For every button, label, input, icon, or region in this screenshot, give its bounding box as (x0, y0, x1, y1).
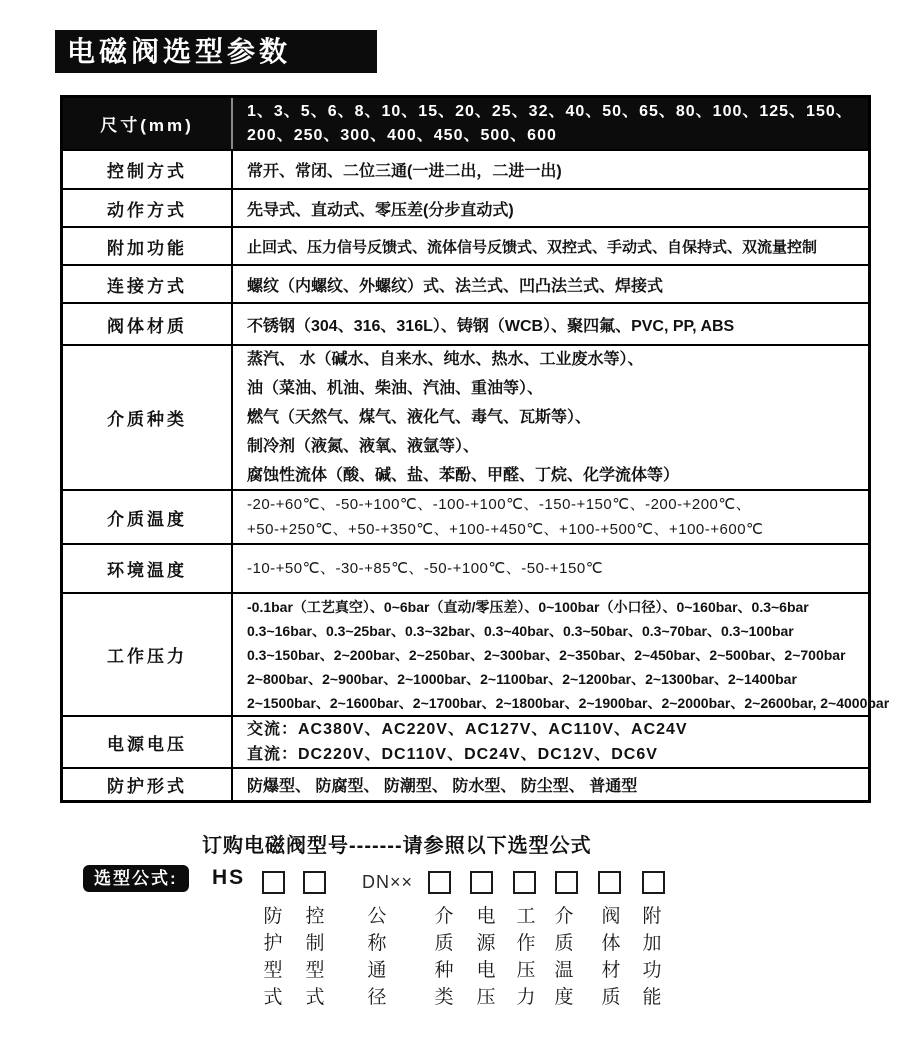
code-box-media-type (428, 871, 451, 894)
row-value (233, 304, 868, 344)
value-line: 蒸汽、 水（碱水、自来水、纯水、热水、工业废水等）、 (247, 351, 644, 368)
row-value (233, 228, 868, 264)
row-label: 连接方式 (63, 266, 233, 302)
value-line: -20-+60℃、-50-+100℃、-100-+100℃、-150-+150℃、-200-+200℃、 (247, 496, 752, 513)
code-label-working-pressure: 工作压力 (516, 906, 536, 1008)
row-label: 工作压力 (63, 594, 233, 715)
row-label: 电源电压 (63, 717, 233, 767)
row-label: 环境温度 (63, 545, 233, 592)
value-line: 常开、常闭、二位三通(一进二出，二进一出) (247, 163, 562, 180)
dn-size-code: DN×× (362, 872, 414, 892)
spec-table (60, 95, 890, 803)
row-actuation-type (63, 188, 868, 226)
row-value (233, 545, 868, 592)
row-value (233, 266, 868, 302)
value-line: 先导式、直动式、零压差(分步直动式) (247, 201, 514, 219)
value-line: 0.3~150bar、2~200bar、2~250bar、2~300bar、2~350bar、2~450bar、2~500bar、2~700bar (247, 646, 846, 663)
value-line: 交流：AC380V、AC220V、AC127V、AC110V、AC24V (247, 721, 688, 738)
code-box-supply-voltage (470, 871, 493, 894)
value-line: 腐蚀性流体（酸、碱、盐、苯酚、甲醛、丁烷、化学流体等） (247, 467, 680, 484)
page-title: 电磁阀选型参数 (55, 30, 377, 73)
code-label-media-temperature: 介质温度 (554, 906, 574, 1008)
row-additional-functions (63, 226, 868, 264)
value-line: +50-+250℃、+50-+350℃、+100-+450℃、+100-+500℃、+100-+600℃ (247, 521, 764, 538)
value-line: 制冷剂（液氮、液氧、液氩等）、 (247, 438, 480, 455)
code-box-control-type (303, 871, 326, 894)
row-value (233, 491, 868, 543)
row-value (233, 594, 895, 715)
value-line: 0.3~16bar、0.3~25bar、0.3~32bar、0.3~40bar、0.3~50bar、0.3~70bar、0.3~100bar (247, 622, 794, 639)
value-line: -0.1bar（工艺真空）、0~6bar（直动/零压差）、0~100bar（小口径）、0~160bar、0.3~6bar (247, 598, 809, 615)
row-media-temperature (63, 489, 868, 543)
code-label-protection-type: 防护型式 (263, 906, 283, 1008)
code-label-control-type: 控制型式 (305, 906, 325, 1008)
value-line: 止回式、压力信号反馈式、流体信号反馈式、双控式、手动式、自保持式、双流量控制 (247, 238, 818, 256)
code-box-protection-type (262, 871, 285, 894)
row-control-type (63, 149, 868, 188)
row-supply-voltage (63, 715, 868, 767)
row-ambient-temperature (63, 543, 868, 592)
value-line: 油（菜油、机油、柴油、汽油、重油等）、 (247, 380, 544, 397)
row-label: 附加功能 (63, 228, 233, 264)
row-body-material (63, 302, 868, 344)
row-value (233, 346, 868, 489)
row-value (233, 190, 868, 226)
value-line: 2~800bar、2~900bar、2~1000bar、2~1100bar、2~1200bar、2~1300bar、2~1400bar (247, 670, 797, 687)
row-value (233, 769, 868, 800)
row-size (63, 98, 868, 149)
value-line: 不锈钢（304、316、316L）、铸钢（WCB）、聚四氟、PVC, PP, ABS (247, 317, 735, 335)
row-working-pressure (63, 592, 890, 715)
code-box-media-temperature (555, 871, 578, 894)
value-line: 2~1500bar、2~1600bar、2~1700bar、2~1800bar、2~1900bar、2~2000bar、2~2600bar, 2~4000bar (247, 694, 890, 711)
row-connection-type (63, 264, 868, 302)
code-box-working-pressure (513, 871, 536, 894)
value-line: 防爆型、 防腐型、 防潮型、 防水型、 防尘型、 普通型 (247, 778, 638, 795)
row-value (233, 717, 868, 767)
value-line: 螺纹（内螺纹、外螺纹）式、法兰式、凹凸法兰式、焊接式 (247, 277, 664, 295)
row-media-types (63, 344, 868, 489)
code-box-body-material (598, 871, 621, 894)
row-label: 阀体材质 (63, 304, 233, 344)
formula-badge: 选型公式: (83, 865, 189, 892)
row-protection-type (63, 767, 868, 800)
code-box-additional-function (642, 871, 665, 894)
row-label: 控制方式 (63, 151, 233, 188)
row-label: 介质种类 (63, 346, 233, 489)
value-line: 燃气（天然气、煤气、液化气、毒气、瓦斯等）、 (247, 409, 592, 426)
code-label-additional-function: 附加功能 (642, 906, 662, 1008)
model-formula (0, 865, 922, 1015)
code-label-body-material: 阀体材质 (601, 906, 621, 1008)
row-value (233, 151, 868, 188)
row-value (233, 98, 868, 149)
row-label: 介质温度 (63, 491, 233, 543)
value-line: 200、250、300、400、450、500、600 (247, 126, 557, 144)
value-line: -10-+50℃、-30-+85℃、-50-+100℃、-50-+150℃ (247, 560, 604, 577)
row-label: 防护形式 (63, 769, 233, 800)
code-label-media-type: 介质种类 (434, 906, 454, 1008)
row-label: 尺寸(mm) (63, 98, 233, 149)
ordering-note: 订购电磁阀型号-------请参照以下选型公式 (202, 835, 592, 857)
value-line: 直流：DC220V、DC110V、DC24V、DC12V、DC6V (247, 746, 658, 763)
code-label-nominal-diameter: 公称通径 (367, 906, 387, 1008)
value-line: 1、3、5、6、8、10、15、20、25、32、40、50、65、80、100、125、150、 (247, 102, 853, 120)
code-label-supply-voltage: 电源电压 (476, 906, 496, 1008)
row-label: 动作方式 (63, 190, 233, 226)
model-prefix: HS (212, 866, 246, 889)
